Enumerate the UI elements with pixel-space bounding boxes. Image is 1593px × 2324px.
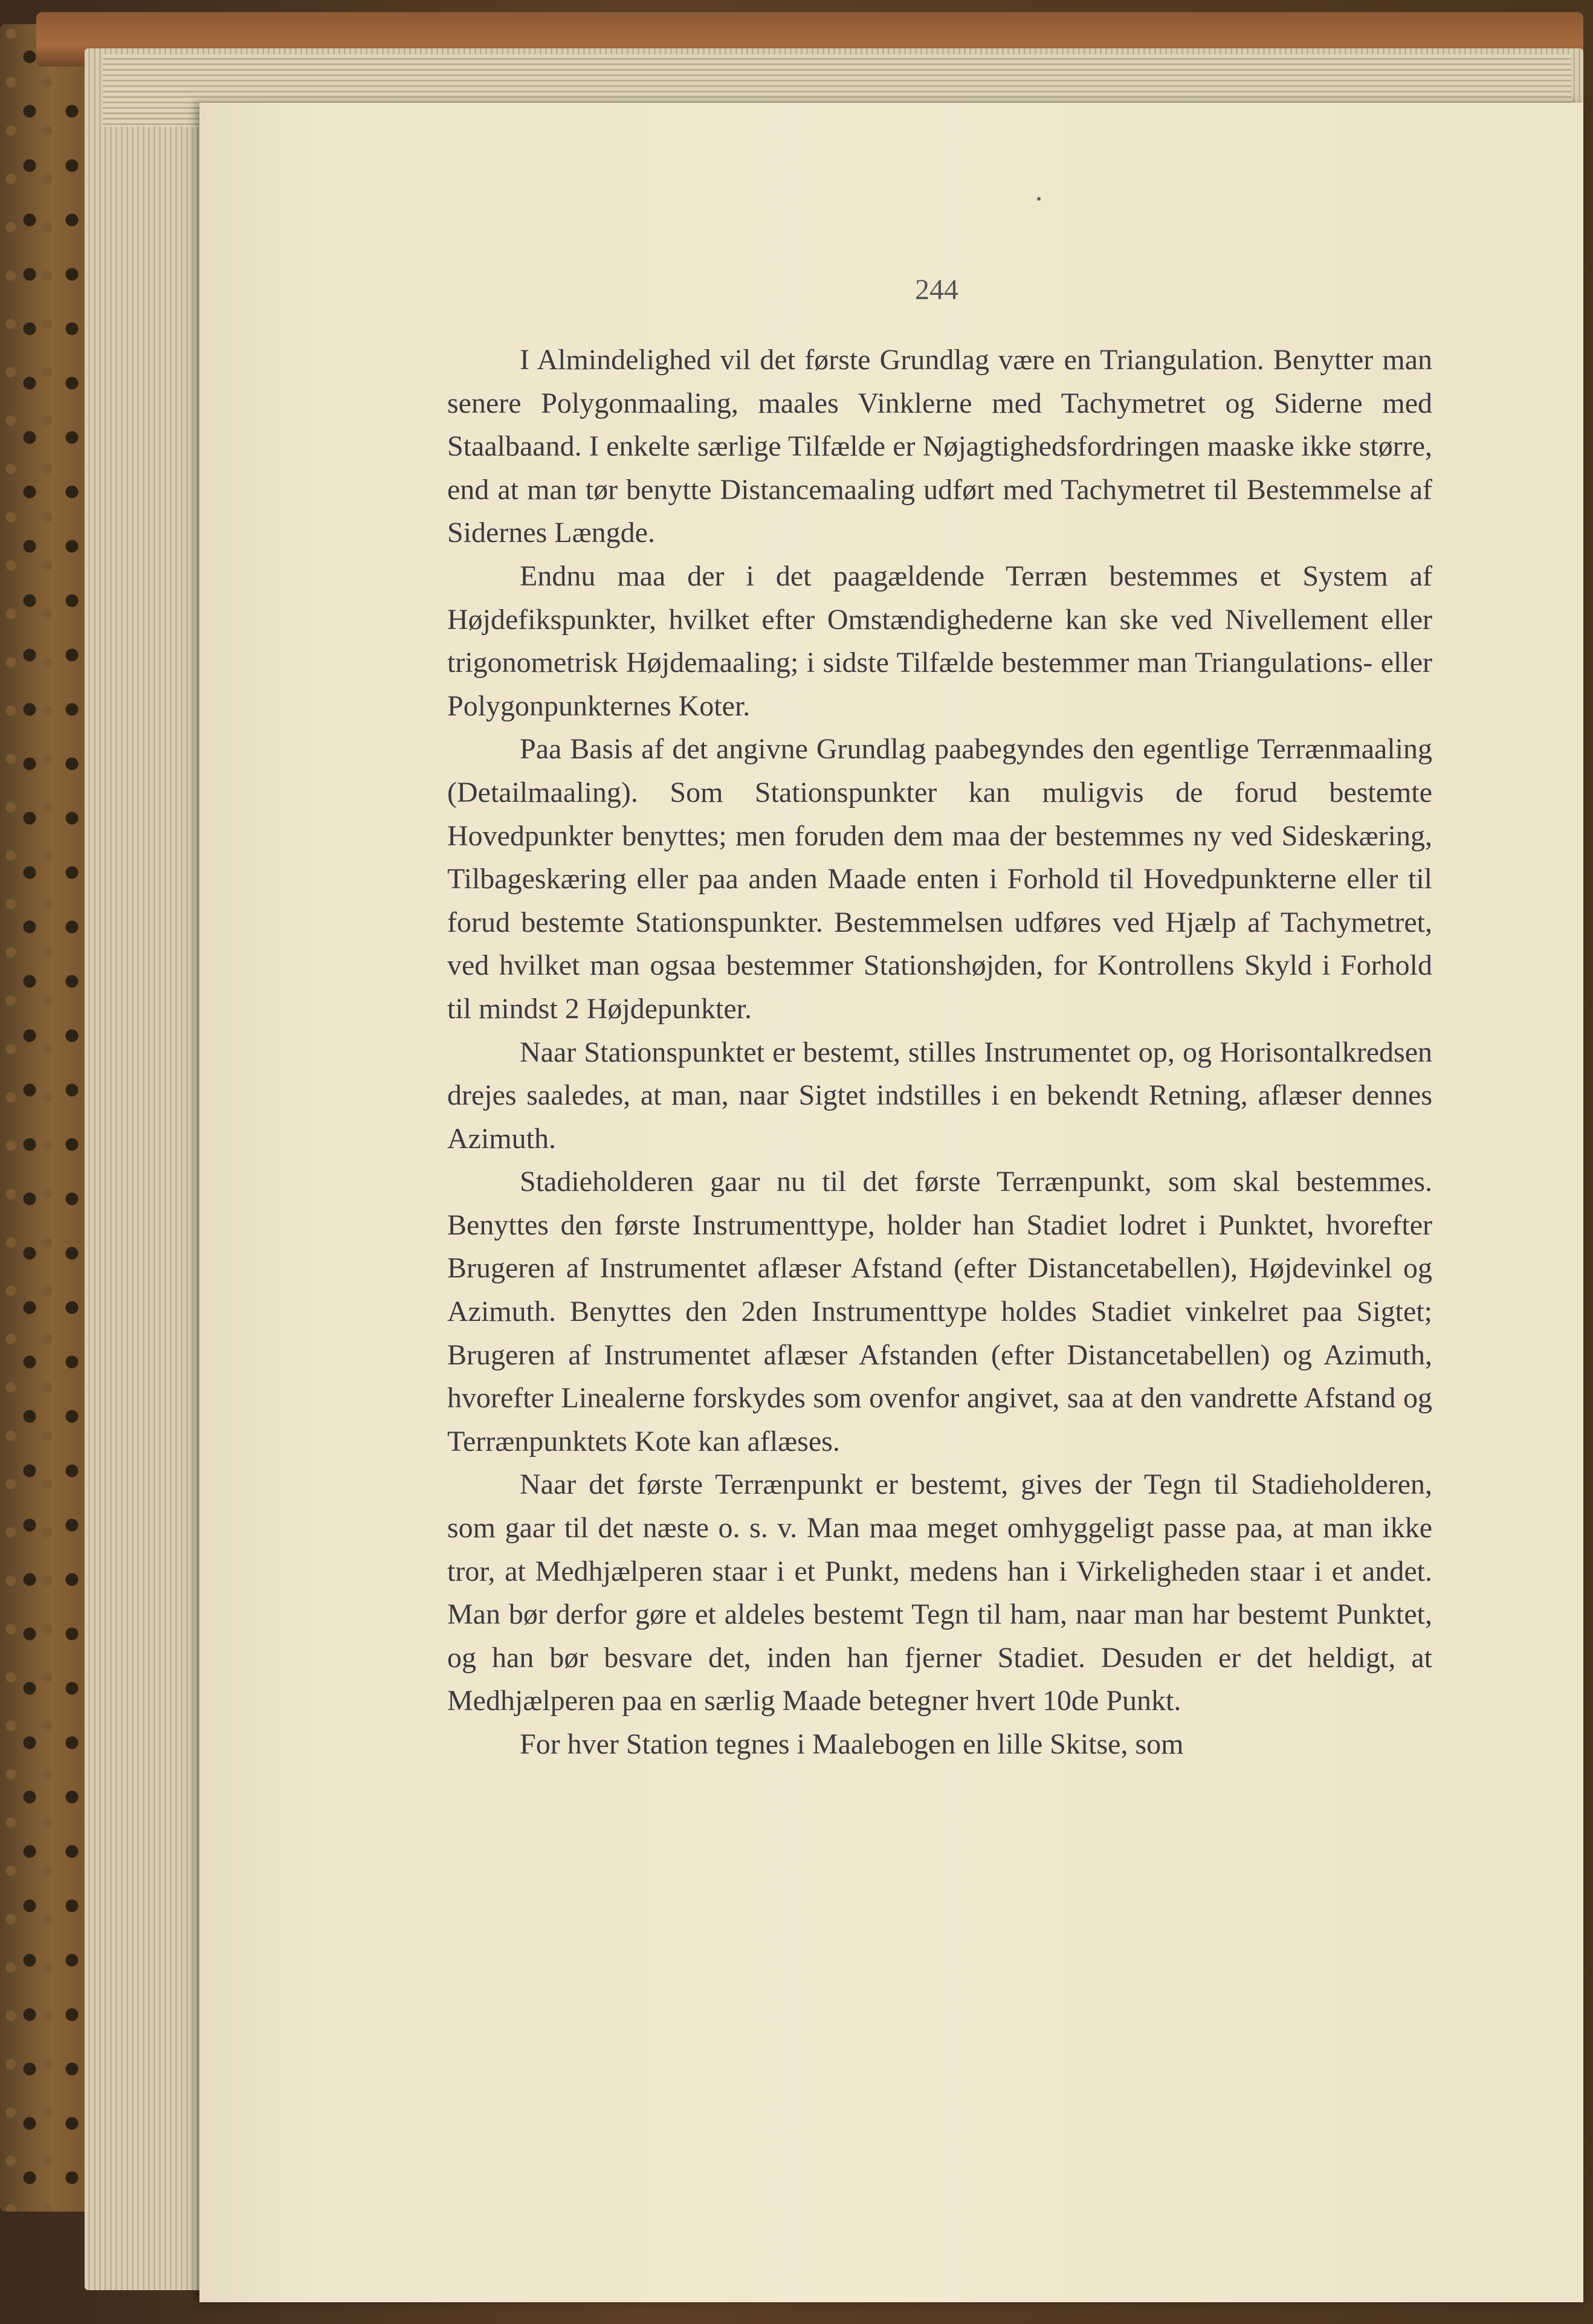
- paragraph: Stadieholderen gaar nu til det første Terrænpunkt, som skal bestemmes. Benyttes den første Instrumenttype, holder han Stadiet lodret i Punktet, hvorefter Brugeren af Instrumentet aflæser Afstand (efter Distancetabellen), Højdevinkel og Azimuth. Benyttes den 2den Instrumenttype holdes Stadiet vinkelret paa Sigtet; Brugeren af Instrumentet aflæser Afstanden (efter Distancetabellen) og Azimuth, hvorefter Linealerne forskydes som ovenfor angivet, saa at den vandrette Afstand og Terrænpunktets Kote kan aflæses.: [447, 1166, 1432, 1457]
- paragraph: Naar Stationspunktet er bestemt, stilles Instrumentet op, og Horisontalkredsen drejes saaledes, at man, naar Sigtet indstilles i en bekendt Retning, aflæser dennes Azimuth.: [447, 1036, 1432, 1155]
- page-text: [447, 338, 1432, 1766]
- paragraph: I Almindelighed vil det første Grundlag være en Triangulation. Benytter man senere Polygonmaaling, maales Vinklerne med Tachymetret og Siderne med Staalbaand. I enkelte særlige Tilfælde er Nøjagtighedsfordringen maaske ikke større, end at man tør benytte Distancemaaling udført med Tachymetret til Bestemmelse af Sidernes Længde.: [447, 344, 1432, 549]
- paragraph: For hver Station tegnes i Maalebogen en lille Skitse, som: [520, 1728, 1184, 1760]
- paragraph: Endnu maa der i det paagældende Terræn bestemmes et System af Højdefikspunkter, hvilket efter Omstændighederne kan ske ved Nivellement eller trigonometrisk Højdemaaling; i sidste Tilfælde bestemmer man Triangulations- eller Polygonpunkternes Koter.: [447, 560, 1432, 722]
- page-speck: [1037, 197, 1041, 201]
- paragraph: Naar det første Terrænpunkt er bestemt, gives der Tegn til Stadieholderen, som gaar til det næste o. s. v. Man maa meget omhyggeligt passe paa, at man ikke tror, at Medhjælperen staar i et Punkt, medens han i Virkeligheden staar i et andet. Man bør derfor gøre et aldeles bestemt Tegn til ham, naar man har bestemt Punktet, og han bør besvare det, inden han fjerner Stadiet. Desuden er det heldigt, at Medhjælperen paa en særlig Maade betegner hvert 10de Punkt.: [447, 1468, 1432, 1717]
- page-number: 244: [915, 274, 958, 306]
- paragraph: Paa Basis af det angivne Grundlag paabegyndes den egentlige Terrænmaaling (Detailmaaling). Som Stationspunkter kan muligvis de forud bestemte Hovedpunkter benyttes; men foruden dem maa der bestemmes ny ved Sideskæring, Tilbageskæring eller paa anden Maade enten i Forhold til Hovedpunkterne eller til forud bestemte Stationspunkter. Bestemmelsen udføres ved Hjælp af Tachymetret, ved hvilket man ogsaa bestemmer Stationshøjden, for Kontrollens Skyld i Forhold til mindst 2 Højdepunkter.: [447, 733, 1432, 1025]
